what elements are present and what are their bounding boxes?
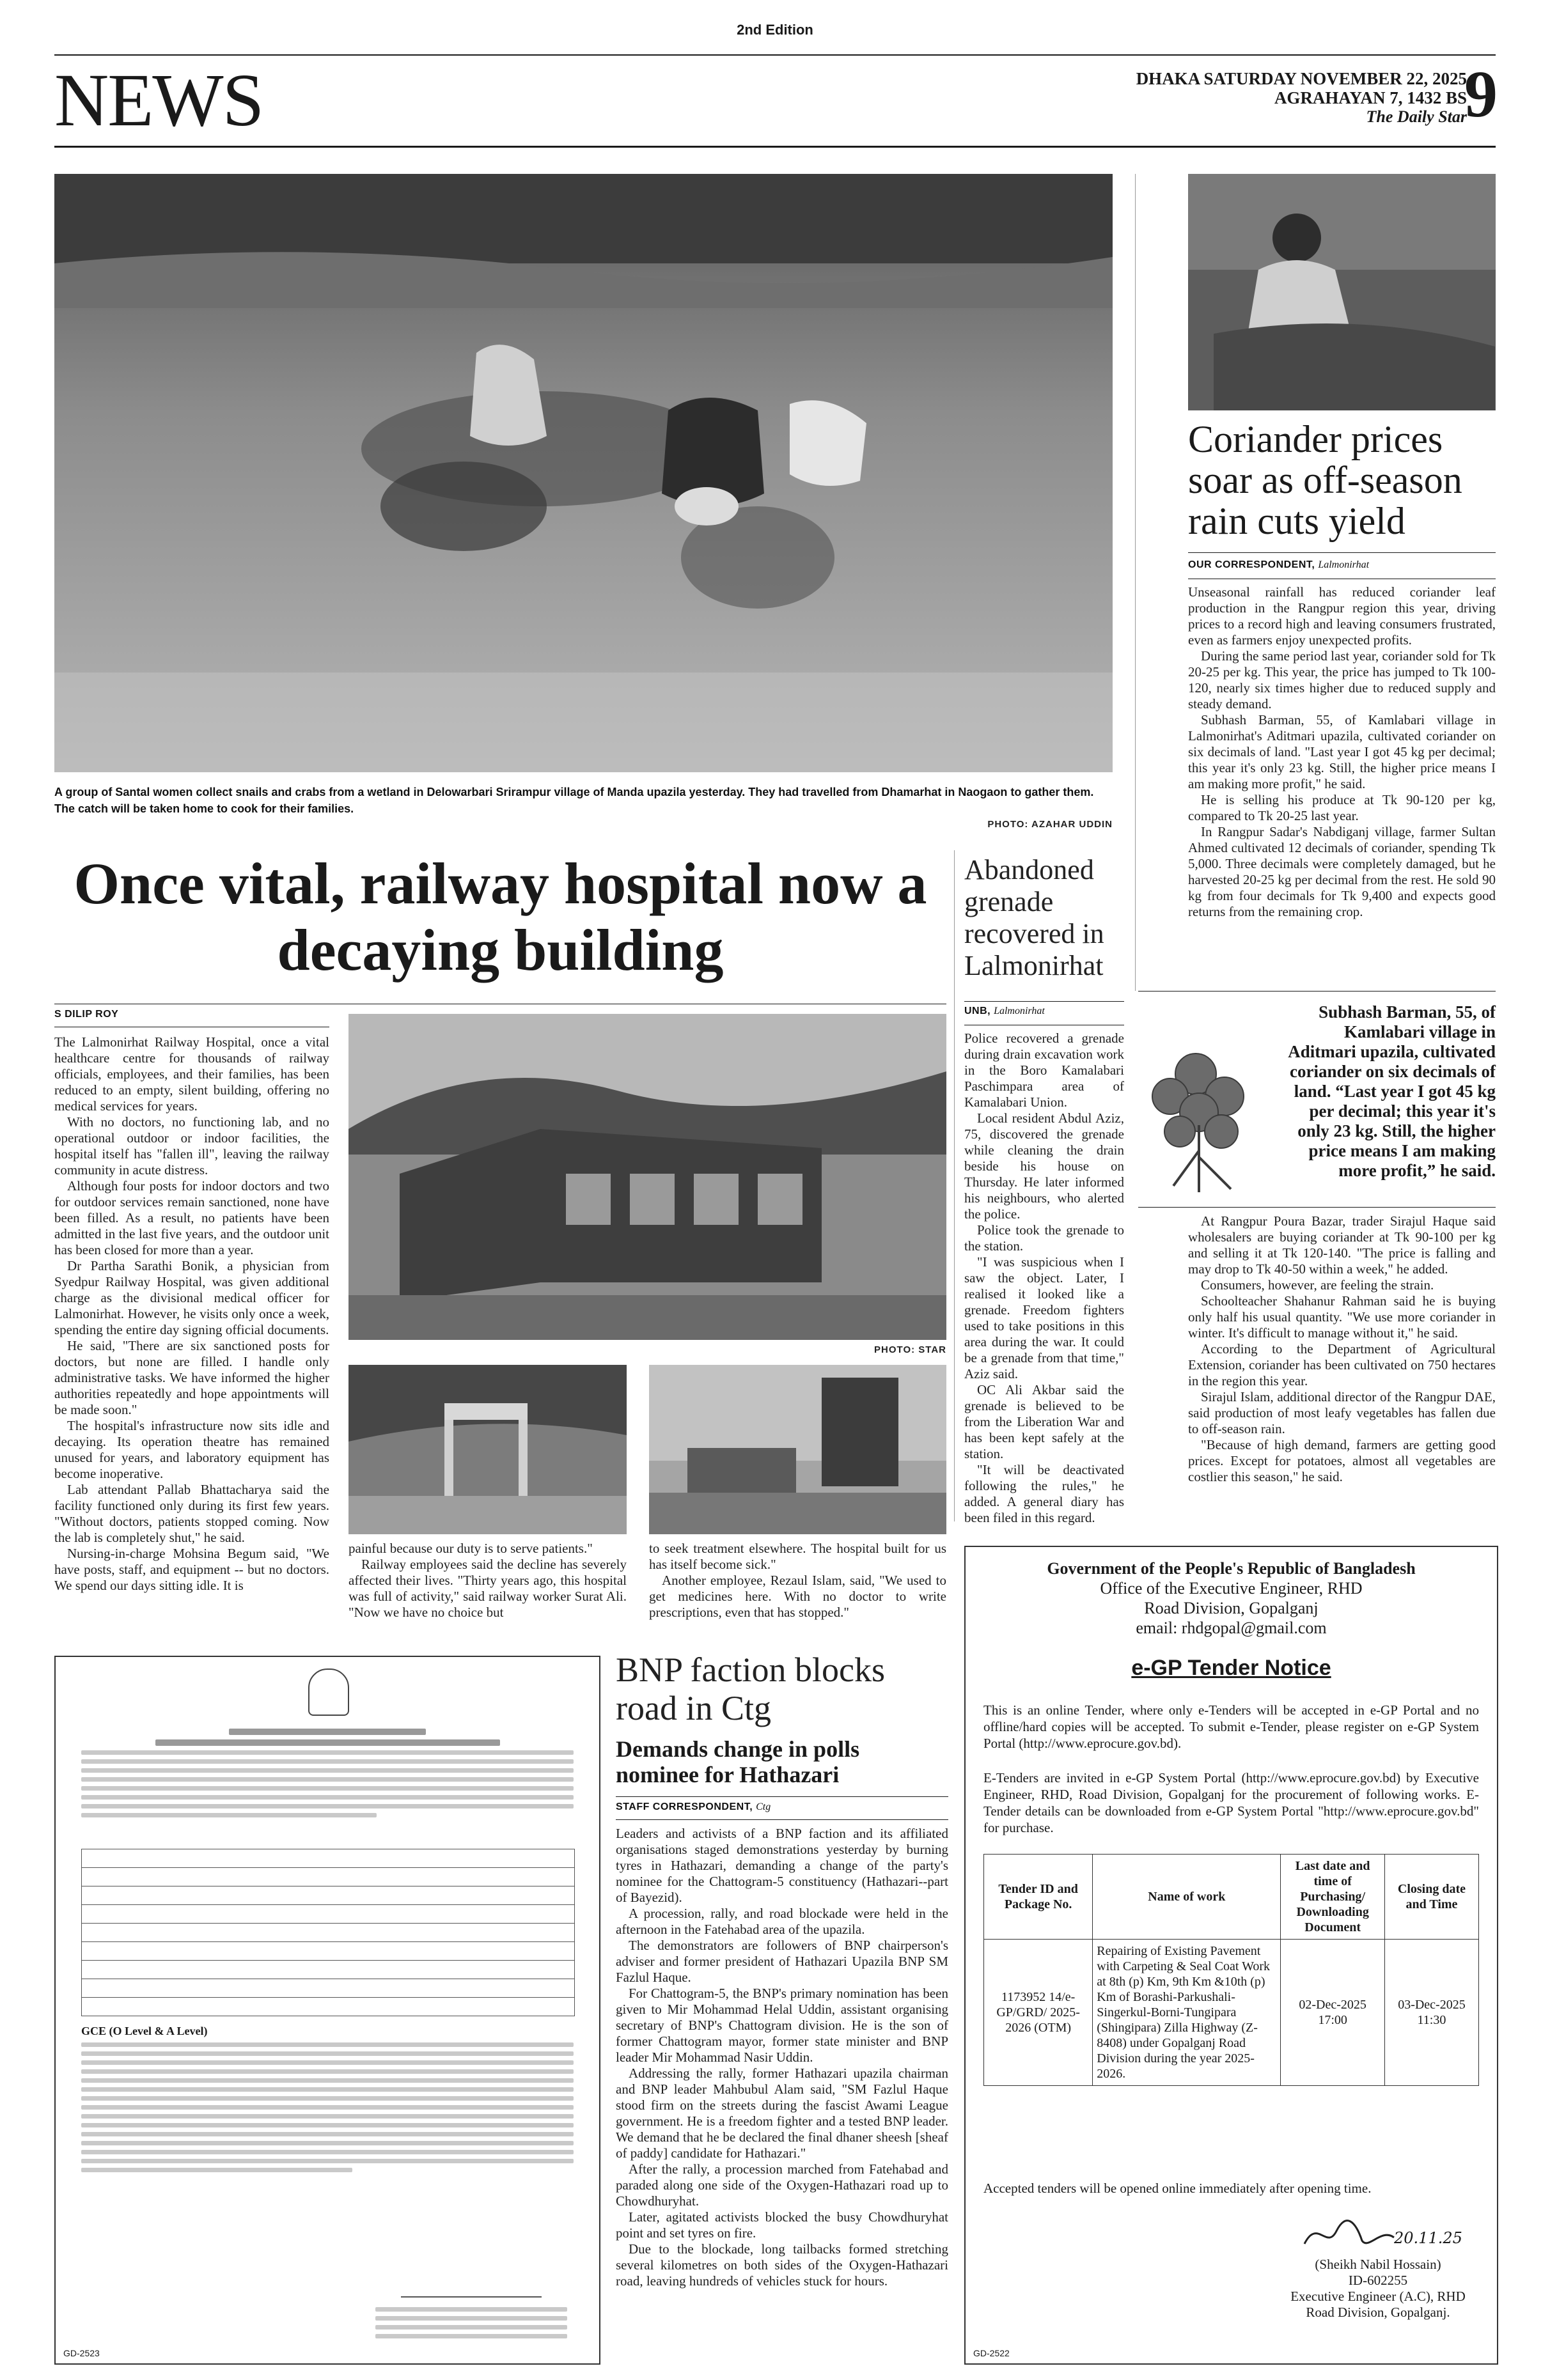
bnp-byline xyxy=(616,1801,771,1813)
grenade-para: Police took the grenade to the station. xyxy=(964,1222,1124,1254)
tender-sig-division: Road Division, Gopalganj. xyxy=(1306,2305,1450,2320)
bnp-byline-place: Ctg xyxy=(756,1801,771,1812)
header-top-rule xyxy=(54,54,1496,56)
grenade-byline xyxy=(964,1006,1045,1017)
tender-table xyxy=(983,1854,1479,2086)
coriander-byline-rule xyxy=(1188,552,1496,553)
column-separator xyxy=(1135,174,1136,991)
hospital-para: Lab attendant Pallab Bhattacharya said the facility functioned only during its first few years. "Without doctors, patients stopped coming. Now the lab is completely shut," he said. xyxy=(54,1482,329,1545)
admission-signature xyxy=(401,2271,542,2298)
coriander-para: Unseasonal rainfall has reduced coriander leaf production in the Rangpur region this year, driving prices to a record high and leaving consumers frustrated, even as farmers enjoy unexpected profits. xyxy=(1188,584,1496,648)
hospital-para: painful because our duty is to serve patients." xyxy=(348,1541,593,1556)
bnp-byline-name: STAFF CORRESPONDENT, xyxy=(616,1801,753,1812)
tender-sig-id: ID-602255 xyxy=(1348,2273,1408,2288)
tender-title: e-GP Tender Notice xyxy=(1131,1656,1331,1680)
bnp-para: The demonstrators are followers of BNP chairperson's adviser and former president of Hathazari Upazila BNP SM Fazlul Haque. xyxy=(616,1938,948,1985)
bnp-byline-rule2 xyxy=(616,1819,948,1820)
bnp-headline: BNP faction blocks road in Ctg xyxy=(616,1651,885,1727)
hospital-para: to seek treatment elsewhere. The hospital built for us has itself become sick." xyxy=(649,1541,946,1572)
university-admission-ad xyxy=(54,1656,600,2365)
bnp-para: Due to the blockade, long tailbacks formed stretching several kilometres on both sides of the Oxygen-Hathazari road, leaving hundreds of vehicles stuck for hours. xyxy=(616,2241,948,2289)
coriander-para: At Rangpur Poura Bazar, trader Sirajul Haque said wholesalers are buying coriander at Tk 90-100 per kg and selling it at Tk 120-140. "The price is falling and may drop to Tk 40-50 within a week," he added. xyxy=(1188,1213,1496,1277)
coriander-pull-quote: Subhash Barman, 55, of Kamlabari village in Aditmari upazila, cultivated coriander on six decimals of land. “Last year I got 45 kg per decimal; this year it's only 23 kg. Still, the higher price means I am making more profit,” he said. xyxy=(1288,1002,1496,1180)
tender-office: Office of the Executive Engineer, RHD xyxy=(1100,1579,1363,1598)
tender-signature xyxy=(1298,2215,1464,2253)
grenade-separator xyxy=(954,850,955,1521)
dateline xyxy=(1136,69,1467,127)
coriander-byline-place: Lalmonirhat xyxy=(1318,559,1370,570)
grenade-byline-rule xyxy=(964,1001,1124,1002)
bnp-para: For Chattogram-5, the BNP's primary nomination has been given to Mir Mohammad Helal Uddin, assistant organising secretary of BNP's Chattogram division. He is the son of former Chattogram mayor, former state minister and BNP leader Mir Mohammad Nasir Uddin. xyxy=(616,1986,948,2065)
hospital-col1 xyxy=(54,1034,329,1594)
tender-id: 1173952 14/e-GP/GRD/ 2025-2026 (OTM) xyxy=(984,1940,1093,2086)
coriander-quote-rule xyxy=(1138,991,1496,992)
admission-table xyxy=(81,1849,575,2016)
coriander-farmer-photo xyxy=(1188,174,1496,410)
tender-close-date xyxy=(1384,1940,1478,2086)
rhd-tender-ad xyxy=(964,1546,1498,2365)
bnp-para: Leaders and activists of a BNP faction and its affiliated organisations staged demonstrations yesterday by burning tyres in Hathazari, demanding a change of the party's nominee for the Chattogram-5 constituency (Hathazari--part of Bayezid). xyxy=(616,1826,948,1905)
dateline-bengali: AGRAHAYAN 7, 1432 BS xyxy=(1274,88,1467,107)
bnp-para: Addressing the rally, former Hathazari upazila chairman and BNP leader Mahbubul Alam said, "SM Fazlul Haque stood firm on the streets during the fascist Awami League government. He is a freedom fighter and a tested BNP leader. We demand that he be declared the final dhaner sheesh [sheaf of paddy] candidate for Hathazari." xyxy=(616,2065,948,2161)
bnp-para: A procession, rally, and road blockade were held in the afternoon in the Fatehabad area of the upazila. xyxy=(616,1906,948,1937)
hospital-col3 xyxy=(649,1541,946,1621)
tender-gov: Government of the People's Republic of Bangladesh xyxy=(1047,1559,1416,1578)
bnp-byline-rule xyxy=(616,1796,948,1797)
tender-work: Repairing of Existing Pavement with Carpeting & Seal Coat Work at 8th (p) Km, 9th Km &10th (p) Km of Borashi-Parkushali-Singerkul-Borni-Tungipara (Shingipara) Zilla Highway (Z-8408) under Gopalganj Road Division during the year 2025-2026. xyxy=(1093,1940,1281,2086)
bnp-body xyxy=(616,1826,948,2289)
tender-col-header: Last date and time of Purchasing/ Downloading Document xyxy=(1281,1855,1385,1940)
coriander-para: In Rangpur Sadar's Nabdiganj village, farmer Sultan Ahmed cultivated 12 decimals of coriander, spending Tk 5,000. Three decimals were completely damaged, but he harvested 20-25 kg per decimal from the rest. He sold 90 kg from four decimals for Tk 9,400 and expects good returns from the remaining crop. xyxy=(1188,824,1496,919)
tender-last-time-value: 17:00 xyxy=(1318,2013,1347,2027)
tender-close-date-value: 03-Dec-2025 xyxy=(1398,1998,1466,2012)
hospital-col2 xyxy=(348,1541,627,1621)
coriander-body xyxy=(1188,584,1496,920)
coriander-para: He is selling his produce at Tk 90-120 per kg, compared to Tk 20-25 last year. xyxy=(1188,792,1496,823)
grenade-byline-place: Lalmonirhat xyxy=(994,1006,1045,1016)
section-title: NEWS xyxy=(54,58,263,142)
grenade-para: OC Ali Akbar said the grenade is believed to be from the Liberation War and has been kept safely at the station. xyxy=(964,1382,1124,1461)
coriander-para: According to the Department of Agricultural Extension, coriander has been cultivated on 750 hectares in the region this year. xyxy=(1188,1341,1496,1388)
hospital-byline: S DILIP ROY xyxy=(54,1009,119,1020)
tender-col-header: Closing date and Time xyxy=(1384,1855,1478,1940)
coriander-para: Subhash Barman, 55, of Kamlabari village in Lalmonirhat's Aditmari upazila, cultivated coriander on six decimals of land. "Last year I got 45 kg per decimal; this year it's only 23 kg. Still, the higher price means I am making more profit," he said. xyxy=(1188,712,1496,791)
hospital-para: The hospital's infrastructure now sits idle and decaying. Its operation theatre has remained unused for years, and laboratory equipment has become inoperative. xyxy=(54,1418,329,1481)
hospital-para: Another employee, Rezaul Islam, said, "We used to get medicines here. With no doctor to write prescriptions, even that has stopped." xyxy=(649,1573,946,1620)
hospital-headline: Once vital, railway hospital now a decaying building xyxy=(74,851,927,983)
hospital-photo-credit: PHOTO: STAR xyxy=(874,1344,946,1355)
tender-sig-name: (Sheikh Nabil Hossain) xyxy=(1315,2257,1441,2272)
hospital-para: Dr Partha Sarathi Bonik, a physician from Syedpur Railway Hospital, was given additional charge as the divisional medical officer for Lalmonirhat. However, he visits only once a week, spending the entire day signing official documents. xyxy=(54,1258,329,1337)
hospital-para: He said, "There are six sanctioned posts for doctors, but none are filled. I handle only administrative tasks. We have informed the higher authorities repeatedly and hope appointments will be made soon." xyxy=(54,1338,329,1417)
coriander-para: Sirajul Islam, additional director of the Rangpur DAE, said production of most leafy vegetables has fallen due to off-season rain. xyxy=(1188,1389,1496,1436)
coriander-byline xyxy=(1188,559,1369,571)
tender-invite: E-Tenders are invited in e-GP System Portal (http://www.eprocure.gov.bd) by Executive Engineer, RHD, Road Division, Gopalganj for the procurement of following works. E-Tender details can be downloaded from e-GP System Portal "http://www.eprocure.gov.bd" for purchase. xyxy=(983,1770,1479,1835)
grenade-body xyxy=(964,1031,1124,1526)
tender-signature-date: 20.11.25 xyxy=(1394,2229,1462,2247)
bnp-para: Later, agitated activists blocked the busy Chowdhuryhat point and set tyres on fire. xyxy=(616,2209,948,2241)
coriander-leaf-image xyxy=(1135,1036,1269,1195)
wetland-photo xyxy=(54,174,1113,772)
dateline-date: DHAKA SATURDAY NOVEMBER 22, 2025 xyxy=(1136,69,1467,88)
coriander-para: Consumers, however, are feeling the strain. xyxy=(1201,1277,1434,1293)
hospital-para: With no doctors, no functioning lab, and no operational outdoor or indoor facilities, the hospital itself has "fallen ill", leaving the railway community in acute distress. xyxy=(54,1114,329,1178)
page-number: 9 xyxy=(1464,58,1498,131)
signature-scribble xyxy=(1298,2215,1400,2253)
hospital-para: Nursing-in-charge Mohsina Begum said, "We have posts, staff, and equipment -- but no doctors. We spend our days sitting idle. It is xyxy=(54,1546,329,1593)
header-bottom-rule xyxy=(54,146,1496,148)
tender-col-header: Name of work xyxy=(1093,1855,1281,1940)
hospital-room-photo xyxy=(649,1365,946,1534)
tender-ad-ref: GD-2522 xyxy=(973,2348,1010,2358)
grenade-para: Police recovered a grenade during drain excavation work in the Boro Kamalabari Paschimpara area of Kamalabari Union. xyxy=(964,1031,1124,1110)
grenade-byline-name: UNB, xyxy=(964,1006,991,1016)
bnp-subhead: Demands change in polls nominee for Hathazari xyxy=(616,1736,860,1787)
bnp-para: After the rally, a procession marched from Fatehabad and paraded along one side of the Oxygen-Hathazari road up to Chowdhuryhat. xyxy=(616,2161,948,2209)
edition-label: 2nd Edition xyxy=(737,22,813,38)
admission-ad-ref: GD-2523 xyxy=(63,2348,100,2358)
grenade-para: "I was suspicious when I saw the object. Later, I realised it looked like a grenade. Freedom fighters used to take positions in this area during the war. It could be a grenade from that time," Aziz said. xyxy=(964,1254,1124,1381)
hospital-building-photo xyxy=(348,1014,946,1340)
hospital-para: Although four posts for indoor doctors and two for outdoor services remain sanctioned, none have been filled. As a result, no patients have been admitted in the last five years, and the outdoor unit has been closed for more than a year. xyxy=(54,1178,329,1257)
tender-footer-note: Accepted tenders will be opened online immediately after opening time. xyxy=(983,2181,1372,2196)
coriander-para: Schoolteacher Shahanur Rahman said he is buying only half his usual quantity. "We use more coriander in winter. It's difficult to manage without it," he said. xyxy=(1188,1293,1496,1341)
hospital-para: The Lalmonirhat Railway Hospital, once a vital healthcare centre for thousands of railway officials, employees, and their families, has been reduced to an empty, silent building, offering no medical services for years. xyxy=(54,1034,329,1114)
tender-sig-title: Executive Engineer (A.C), RHD xyxy=(1290,2289,1466,2304)
tender-last-date-value: 02-Dec-2025 xyxy=(1299,1998,1366,2012)
tender-email: email: rhdgopal@gmail.com xyxy=(1136,1619,1327,1637)
tender-last-date xyxy=(1281,1940,1385,2086)
wetland-photo-caption: A group of Santal women collect snails and crabs from a wetland in Delowarbari Srirampur village of Manda upazila yesterday. They had travelled from Dhamarhat in Naogaon to gather them. The catch will be taken home to cook for their families. xyxy=(54,786,1094,815)
admission-gce-note: GCE (O Level & A Level) xyxy=(81,2025,208,2037)
coriander-para: During the same period last year, coriander sold for Tk 20-25 per kg. This year, the price has jumped to Tk 100-120, nearly six times higher due to reduced supply and steady demand. xyxy=(1188,648,1496,712)
coriander-para: "Because of high demand, farmers are getting good prices. Except for potatoes, almost all vegetables are costlier this season," he said. xyxy=(1188,1437,1496,1484)
tender-col-header: Tender ID and Package No. xyxy=(984,1855,1093,1940)
hospital-para: Railway employees said the decline has severely affected their lives. "Thirty years ago, this hospital was full of activity," said railway worker Surat Ali. "Now we have no choice but xyxy=(348,1557,627,1620)
coriander-headline: Coriander prices soar as off-season rain cuts yield xyxy=(1188,418,1462,542)
wetland-photo-credit: PHOTO: AZAHAR UDDIN xyxy=(987,819,1113,830)
coriander-body-2 xyxy=(1188,1213,1496,1485)
coriander-quote-rule-bottom xyxy=(1138,1207,1496,1208)
tender-row xyxy=(984,1940,1479,2086)
grenade-headline: Abandoned grenade recovered in Lalmonirhat xyxy=(964,854,1104,981)
grenade-para: "It will be deactivated following the rules," he added. A general diary has been filed in this regard. xyxy=(964,1462,1124,1525)
tender-intro: This is an online Tender, where only e-Tenders will be accepted in e-GP Portal and no offline/hard copies will be accepted. To submit e-Tender, please register on e-GP System Portal (http://www.eprocure.gov.bd). xyxy=(983,1702,1479,1751)
coriander-byline-name: OUR CORRESPONDENT, xyxy=(1188,559,1315,570)
university-logo xyxy=(308,1668,349,1716)
grenade-para: Local resident Abdul Aziz, 75, discovered the grenade while cleaning the drain beside his house on Thursday. He later informed his neighbours, who alerted the police. xyxy=(964,1110,1124,1222)
tender-close-time-value: 11:30 xyxy=(1417,2013,1446,2027)
hospital-gate-photo xyxy=(348,1365,627,1534)
masthead-logo: The Daily Star xyxy=(1366,107,1467,126)
tender-division: Road Division, Gopalganj xyxy=(1144,1599,1319,1617)
